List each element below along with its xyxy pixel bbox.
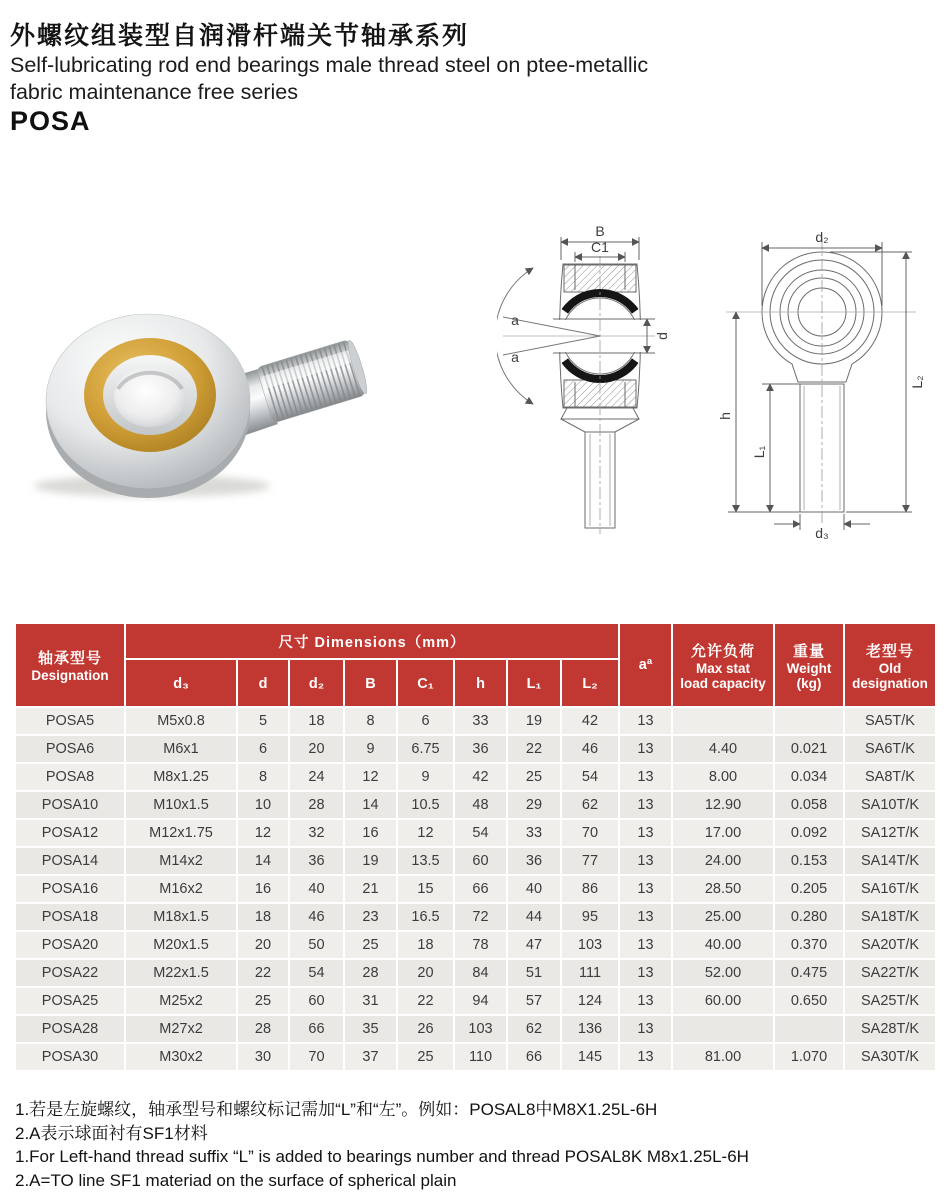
bore [114,367,186,427]
table-cell: 22 [398,988,453,1014]
table-cell: 62 [508,1016,560,1042]
table-cell: 72 [455,904,506,930]
table-cell: 20 [290,736,343,762]
dim-label-h: h [717,412,733,420]
table-cell: POSA12 [16,820,124,846]
table-cell: POSA30 [16,1044,124,1070]
table-cell [673,708,773,734]
table-cell: 13 [620,960,671,986]
dim-label-d2: d₂ [815,229,829,245]
table-cell: 44 [508,904,560,930]
footnote-cn-2: 2.A表示球面衬有SF1材料 [15,1123,208,1143]
table-cell: 70 [290,1044,343,1070]
table-cell: 13.5 [398,848,453,874]
weight-en1: Weight [786,660,832,676]
table-cell: 52.00 [673,960,773,986]
table-cell: 33 [455,708,506,734]
table-cell: 1.070 [775,1044,843,1070]
table-cell: 25 [238,988,288,1014]
footnote-en-2: 2.A=TO line SF1 materiad on the surface of spherical plain [15,1170,457,1190]
table-cell: POSA28 [16,1016,124,1042]
old-en2: designation [852,675,928,691]
table-cell: 95 [562,904,618,930]
table-cell: 23 [345,904,396,930]
table-cell: M6x1 [126,736,236,762]
table-cell: 28 [345,960,396,986]
table-cell: 33 [508,820,560,846]
page-title-en-line2: fabric maintenance free series [10,80,299,104]
table-cell: 12 [345,764,396,790]
table-cell: POSA6 [16,736,124,762]
table-row [16,1044,935,1070]
table-cell: 31 [345,988,396,1014]
col-header-B: B [345,660,396,706]
table-row [16,848,935,874]
side-view-drawing [700,224,940,540]
table-cell: 0.058 [775,792,843,818]
table-cell: 25.00 [673,904,773,930]
table-cell: POSA5 [16,708,124,734]
dim-label-L2: L₂ [909,375,925,389]
table-cell: 36 [455,736,506,762]
table-cell: 8 [345,708,396,734]
table-cell: POSA20 [16,932,124,958]
table-cell: 19 [345,848,396,874]
table-cell: 48 [455,792,506,818]
table-cell: 0.153 [775,848,843,874]
table-cell: SA8T/K [845,764,935,790]
table-cell: 110 [455,1044,506,1070]
table-cell: SA5T/K [845,708,935,734]
table-cell: 9 [398,764,453,790]
table-cell: 13 [620,876,671,902]
designation-en: Designation [31,668,109,683]
table-cell: 136 [562,1016,618,1042]
table-cell: 10.5 [398,792,453,818]
weight-cn: 重量 [792,642,825,660]
table-cell: 54 [562,764,618,790]
col-header-C1: C₁ [398,660,453,706]
table-cell: 13 [620,848,671,874]
table-cell: 36 [508,848,560,874]
table-cell: 66 [455,876,506,902]
table-cell: 111 [562,960,618,986]
table-cell: 25 [398,1044,453,1070]
table-cell: 50 [290,932,343,958]
table-cell: 15 [398,876,453,902]
table-cell: M30x2 [126,1044,236,1070]
table-cell: POSA14 [16,848,124,874]
dim-label-C1: C1 [591,239,609,255]
table-cell: 13 [620,932,671,958]
table-cell: M16x2 [126,876,236,902]
table-cell: 40 [290,876,343,902]
table-cell: POSA10 [16,792,124,818]
table-cell: 16 [345,820,396,846]
table-cell: 9 [345,736,396,762]
table-cell: 81.00 [673,1044,773,1070]
page-title-cn: 外螺纹组装型自润滑杆端关节轴承系列 [10,22,470,50]
table-cell: M12x1.75 [126,820,236,846]
table-cell: 13 [620,904,671,930]
table-cell: SA16T/K [845,876,935,902]
table-cell: 12 [238,820,288,846]
table-cell: 0.092 [775,820,843,846]
table-cell: M22x1.5 [126,960,236,986]
table-cell: 21 [345,876,396,902]
table-cell: 46 [290,904,343,930]
table-cell: 13 [620,988,671,1014]
table-cell: 13 [620,764,671,790]
table-cell: 6 [398,708,453,734]
dimensions-table [14,622,937,1072]
table-row [16,904,935,930]
table-cell: 19 [508,708,560,734]
product-photo [22,290,377,502]
table-cell: 13 [620,1044,671,1070]
table-row [16,708,935,734]
table-cell: 26 [398,1016,453,1042]
table-cell: 4.40 [673,736,773,762]
dim-label-B: B [595,224,605,239]
table-cell: POSA25 [16,988,124,1014]
table-cell: SA25T/K [845,988,935,1014]
table-cell: 36 [290,848,343,874]
dim-label-d3: d₃ [815,525,829,540]
load-en2: load capacity [680,675,766,691]
dim-label-a-top: a [511,312,519,328]
table-cell: 54 [290,960,343,986]
table-cell: 32 [290,820,343,846]
table-cell: 66 [508,1044,560,1070]
table-cell: 16 [238,876,288,902]
table-cell: SA20T/K [845,932,935,958]
table-cell: 13 [620,708,671,734]
table-cell: 6.75 [398,736,453,762]
table-cell: 103 [455,1016,506,1042]
table-cell: 20 [238,932,288,958]
table-cell: M5x0.8 [126,708,236,734]
table-row [16,792,935,818]
old-cn: 老型号 [865,642,914,660]
table-cell: M18x1.5 [126,904,236,930]
table-cell: 124 [562,988,618,1014]
table-cell: M14x2 [126,848,236,874]
table-cell: 24 [290,764,343,790]
col-header-d2: d₂ [290,660,343,706]
table-cell: SA10T/K [845,792,935,818]
col-header-load [673,624,773,706]
table-cell: 62 [562,792,618,818]
table-cell: 30 [238,1044,288,1070]
table-cell: 12.90 [673,792,773,818]
table-cell: SA22T/K [845,960,935,986]
table-cell: 28 [238,1016,288,1042]
table-cell: 22 [508,736,560,762]
table-cell: 66 [290,1016,343,1042]
table-cell [673,1016,773,1042]
table-body [16,708,935,1070]
table-cell: 60 [455,848,506,874]
angle-label: aª [638,657,653,673]
table-cell: 78 [455,932,506,958]
table-cell: 0.370 [775,932,843,958]
table-cell: 29 [508,792,560,818]
table-cell: SA6T/K [845,736,935,762]
table-row [16,820,935,846]
table-cell: 18 [398,932,453,958]
table-cell: 94 [455,988,506,1014]
table-cell: 5 [238,708,288,734]
table-row [16,988,935,1014]
table-cell: 17.00 [673,820,773,846]
table-row [16,960,935,986]
table-cell: 40 [508,876,560,902]
table-cell: 8 [238,764,288,790]
table-cell: POSA8 [16,764,124,790]
table-cell: 103 [562,932,618,958]
table-cell: SA30T/K [845,1044,935,1070]
table-cell: 18 [290,708,343,734]
table-cell: 10 [238,792,288,818]
table-cell: SA18T/K [845,904,935,930]
table-cell: 14 [345,792,396,818]
table-cell: 42 [562,708,618,734]
table-cell: 22 [238,960,288,986]
footnotes [15,1098,749,1192]
table-row [16,1016,935,1042]
col-header-dimensions-group [126,624,618,658]
table-cell: 20 [398,960,453,986]
table-cell: 28 [290,792,343,818]
table-cell: 0.021 [775,736,843,762]
table-cell: POSA18 [16,904,124,930]
table-cell: SA28T/K [845,1016,935,1042]
table-row [16,932,935,958]
col-header-designation [16,624,124,706]
table-row [16,736,935,762]
footnote-cn-1: 1.若是左旋螺纹，轴承型号和螺纹标记需加“L”和“左”。例如：POSAL8中M8X1.25L-6H [15,1100,658,1119]
table-cell: 57 [508,988,560,1014]
table-cell: SA12T/K [845,820,935,846]
col-header-old-designation [845,624,935,706]
table-cell [775,708,843,734]
table-cell: 35 [345,1016,396,1042]
table-cell: 0.650 [775,988,843,1014]
table-cell: 13 [620,736,671,762]
table-cell: 60 [290,988,343,1014]
table-cell: 25 [345,932,396,958]
load-en1: Max stat [695,660,751,676]
dim-label-L1: L₁ [751,445,767,459]
col-header-h: h [455,660,506,706]
table-cell: 54 [455,820,506,846]
table-cell: 24.00 [673,848,773,874]
col-header-L1: L₁ [508,660,560,706]
table-cell: 28.50 [673,876,773,902]
table-cell: POSA16 [16,876,124,902]
table-cell: M25x2 [126,988,236,1014]
table-cell: 70 [562,820,618,846]
table-cell: 42 [455,764,506,790]
col-header-d3: d₃ [126,660,236,706]
table-row [16,764,935,790]
table-cell: 0.475 [775,960,843,986]
table-cell: 60.00 [673,988,773,1014]
old-en1: Old [878,660,902,676]
table-cell: 18 [238,904,288,930]
table-cell: 16.5 [398,904,453,930]
page-title-en [10,52,648,106]
table-cell: M10x1.5 [126,792,236,818]
table-cell: 0.205 [775,876,843,902]
bearing-head [46,314,250,498]
table-cell: POSA22 [16,960,124,986]
footnote-en-1: 1.For Left-hand thread suffix “L” is added to bearings number and thread POSAL8K M8x1.25L-6H [15,1147,749,1166]
table-cell: M20x1.5 [126,932,236,958]
table-cell: M27x2 [126,1016,236,1042]
load-cn: 允许负荷 [690,642,755,660]
table-cell: 6 [238,736,288,762]
table-cell: 13 [620,792,671,818]
table-cell: 0.034 [775,764,843,790]
table-cell: 25 [508,764,560,790]
table-cell: 77 [562,848,618,874]
table-cell: 86 [562,876,618,902]
table-cell: 12 [398,820,453,846]
col-header-d: d [238,660,288,706]
table-cell: SA14T/K [845,848,935,874]
designation-cn: 轴承型号 [37,650,102,667]
table-cell: 8.00 [673,764,773,790]
table-cell: 46 [562,736,618,762]
dimensions-group-label: 尺寸 Dimensions（mm） [278,634,466,651]
table-cell: 51 [508,960,560,986]
cross-section-drawing [497,224,687,536]
table-cell: 37 [345,1044,396,1070]
dim-label-d: d [654,332,670,340]
table-row [16,876,935,902]
table-cell: M8x1.25 [126,764,236,790]
table-cell: 84 [455,960,506,986]
table-cell [775,1016,843,1042]
table-cell: 13 [620,1016,671,1042]
table-cell: 40.00 [673,932,773,958]
table-cell: 0.280 [775,904,843,930]
col-header-L2: L₂ [562,660,618,706]
table-cell: 13 [620,820,671,846]
col-header-angle [620,624,671,706]
weight-en2: (kg) [796,675,822,691]
table-cell: 145 [562,1044,618,1070]
series-code: POSA [10,106,91,136]
table-cell: 47 [508,932,560,958]
table-cell: 14 [238,848,288,874]
page-title-en-line1: Self-lubricating rod end bearings male thread steel on ptee-metallic [10,53,649,77]
dim-label-a-bottom: a [511,349,519,365]
col-header-weight [775,624,843,706]
